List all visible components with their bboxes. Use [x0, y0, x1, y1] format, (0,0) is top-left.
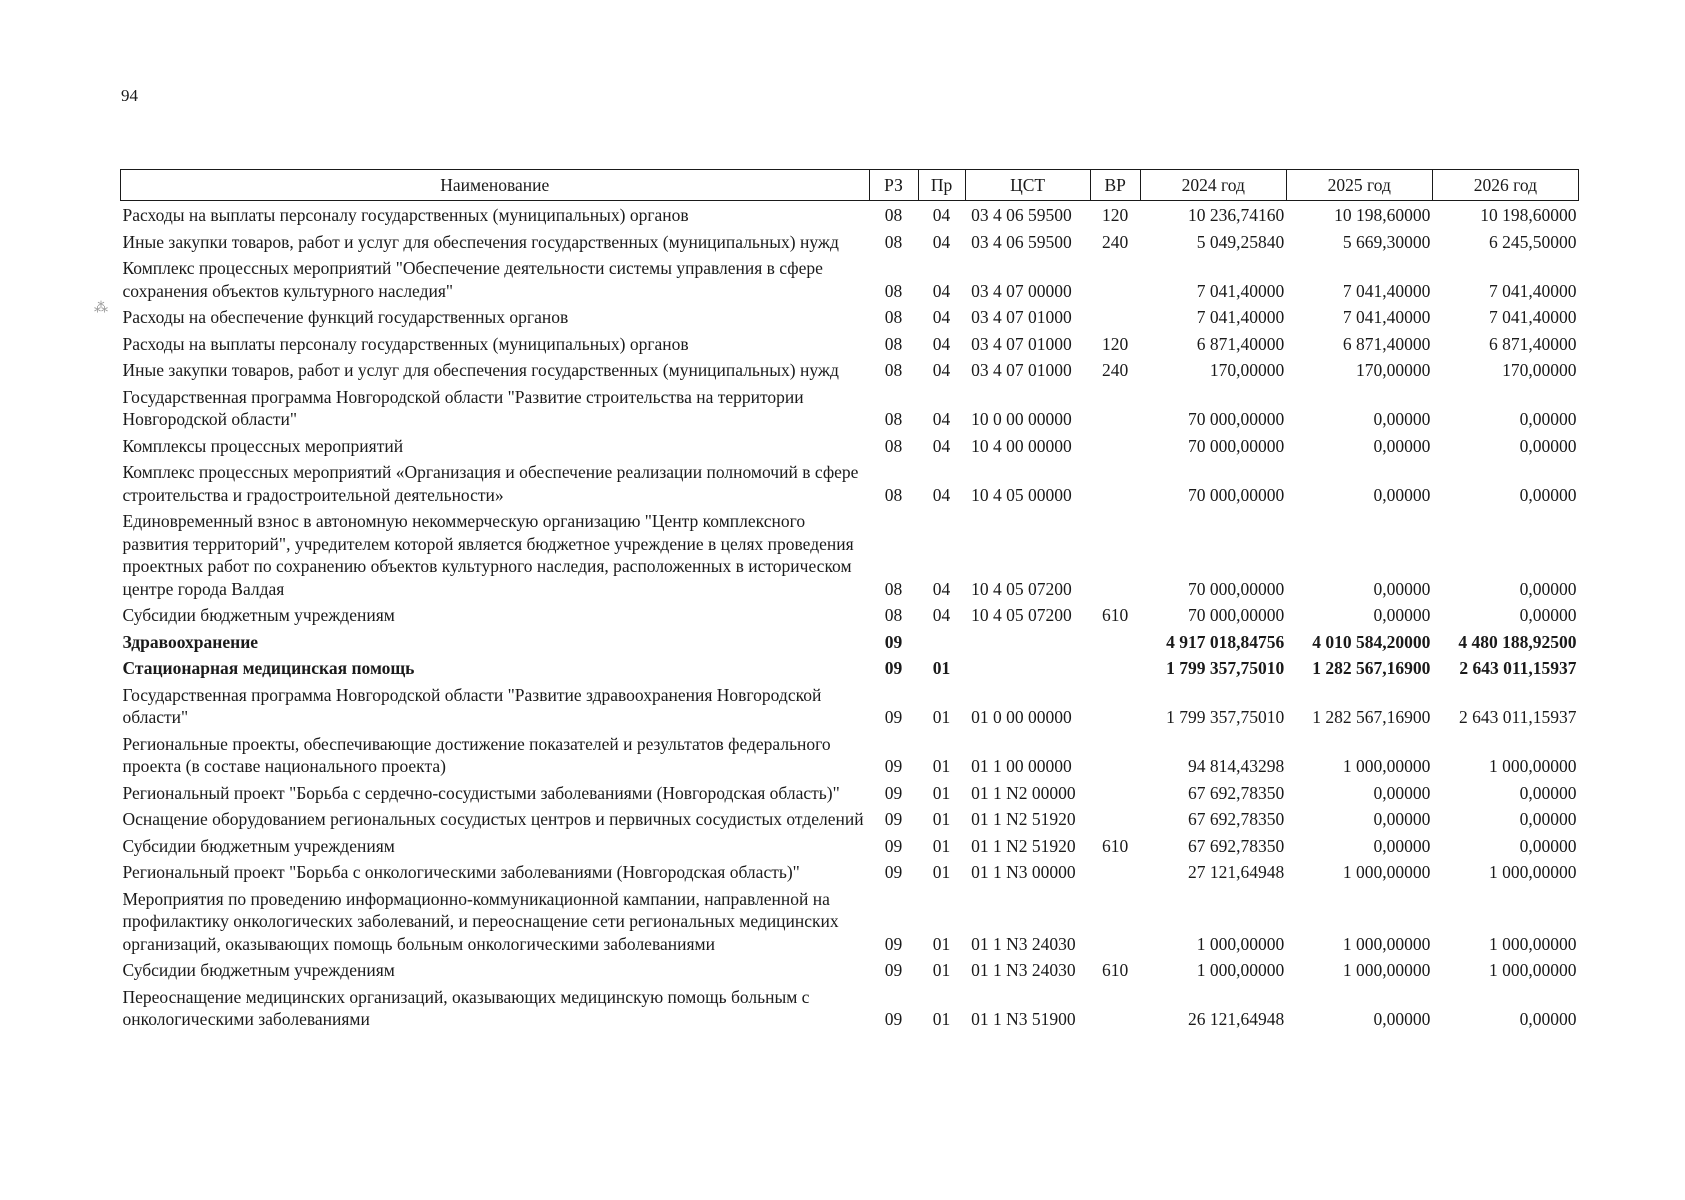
- cell-rz: 09: [884, 1009, 903, 1029]
- cell-2024: 70 000,00000: [1188, 409, 1285, 429]
- cell-rz: 09: [884, 631, 903, 652]
- cell-2024: 70 000,00000: [1188, 605, 1285, 625]
- cell-2024: 70 000,00000: [1188, 435, 1285, 456]
- table-row: [121, 601, 1579, 628]
- cell-2025: 0,00000: [1373, 809, 1431, 829]
- cell-name: Иные закупки товаров, работ и услуг для обеспечения государственных (муниципальных) нужд: [122, 231, 839, 252]
- cell-2024: 5 049,25840: [1196, 231, 1285, 252]
- cell-2026: 10 198,60000: [1480, 205, 1577, 225]
- cell-2026: 1 000,00000: [1489, 960, 1577, 980]
- cell-2025: 0,00000: [1373, 1009, 1431, 1029]
- cell-rz: 08: [884, 605, 903, 625]
- cell-pr: 04: [932, 231, 951, 252]
- cell-2024: 1 799 357,75010: [1166, 658, 1285, 678]
- cell-name: Субсидии бюджетным учреждениям: [122, 605, 395, 625]
- cell-2026: 7 041,40000: [1489, 280, 1577, 301]
- cell-2024: 94 814,43298: [1188, 756, 1285, 776]
- cell-2024: 67 692,78350: [1188, 809, 1285, 829]
- cell-cst: 01 1 N3 24030: [971, 933, 1076, 954]
- cell-name: Государственная программа Новгородской области "Развитие здравоохранения Новгородской области": [122, 684, 822, 727]
- cell-pr: 01: [932, 835, 951, 856]
- cell-2026: 0,00000: [1519, 782, 1577, 803]
- cell-2024: 67 692,78350: [1188, 835, 1285, 856]
- cell-rz: 09: [884, 809, 903, 829]
- cell-rz: 08: [884, 333, 903, 354]
- cell-2024: 1 000,00000: [1196, 933, 1285, 954]
- table-row: [121, 507, 1579, 601]
- cell-rz: 09: [884, 658, 903, 678]
- table-row: [121, 730, 1579, 779]
- cell-2025: 7 041,40000: [1342, 307, 1431, 327]
- cell-name: Комплекс процессных мероприятий "Обеспечение деятельности системы управления в сфере сохранения объектов культурного наследия": [122, 258, 823, 301]
- cell-cst: [965, 654, 1090, 681]
- cell-2026: 0,00000: [1519, 578, 1577, 599]
- cell-vr: [1090, 654, 1140, 681]
- cell-pr: 01: [932, 658, 951, 678]
- table-row: [121, 228, 1579, 255]
- header-2024: 2024 год: [1140, 170, 1286, 201]
- cell-2024: 70 000,00000: [1188, 484, 1285, 505]
- cell-2025: 1 282 567,16900: [1312, 707, 1431, 727]
- cell-pr: 01: [932, 933, 951, 954]
- table-row: [121, 956, 1579, 983]
- cell-pr: 04: [932, 435, 951, 456]
- header-vr: ВР: [1090, 170, 1140, 201]
- cell-pr: 04: [932, 578, 951, 599]
- cell-pr: 01: [932, 862, 951, 882]
- cell-pr: 04: [932, 409, 951, 429]
- cell-name: Здравоохранение: [122, 631, 259, 652]
- cell-name: Стационарная медицинская помощь: [122, 658, 415, 678]
- cell-2025: 7 041,40000: [1342, 280, 1431, 301]
- cell-2025: 170,00000: [1355, 360, 1431, 380]
- cell-2025: 0,00000: [1373, 409, 1431, 429]
- cell-2025: 1 000,00000: [1342, 862, 1431, 882]
- table-row: [121, 254, 1579, 303]
- cell-name: Комплексы процессных мероприятий: [122, 435, 404, 456]
- cell-cst: 03 4 06 59500: [971, 205, 1072, 225]
- cell-name: Субсидии бюджетным учреждениям: [122, 960, 395, 980]
- cell-2025: 0,00000: [1373, 578, 1431, 599]
- cell-vr: 240: [1102, 360, 1129, 380]
- cell-2026: 170,00000: [1502, 360, 1577, 380]
- cell-vr: [1090, 858, 1140, 885]
- budget-table: [120, 169, 1579, 1032]
- table-row: [121, 628, 1579, 655]
- cell-2024: 170,00000: [1209, 360, 1285, 380]
- page-number: 94: [121, 86, 138, 105]
- cell-2025: 1 000,00000: [1342, 933, 1431, 954]
- cell-pr: 01: [932, 756, 951, 776]
- table-row: [121, 805, 1579, 832]
- cell-2025: 1 282 567,16900: [1312, 658, 1431, 678]
- cell-rz: 08: [884, 307, 903, 327]
- cell-cst: 01 1 N3 24030: [971, 960, 1076, 980]
- header-name: Наименование: [121, 170, 870, 201]
- cell-2024: 7 041,40000: [1196, 307, 1285, 327]
- cell-pr: 04: [932, 205, 951, 225]
- cell-2024: 10 236,74160: [1188, 205, 1285, 225]
- table-row: [121, 681, 1579, 730]
- cell-vr: [1090, 628, 1140, 655]
- cell-pr: 04: [932, 280, 951, 301]
- cell-rz: 09: [884, 707, 903, 727]
- cell-2026: 4 480 188,92500: [1458, 631, 1577, 652]
- cell-vr: [1090, 507, 1140, 601]
- header-2026: 2026 год: [1432, 170, 1578, 201]
- cell-vr: [1090, 432, 1140, 459]
- cell-2024: 1 000,00000: [1196, 960, 1285, 980]
- cell-pr: 04: [932, 360, 951, 380]
- cell-name: Региональный проект "Борьба с сердечно-сосудистыми заболеваниями (Новгородская область)": [122, 782, 840, 803]
- cell-rz: 09: [884, 782, 903, 803]
- cell-2026: 2 643 011,15937: [1459, 707, 1577, 727]
- table-row: [121, 779, 1579, 806]
- cell-rz: 09: [884, 835, 903, 856]
- cell-2026: 0,00000: [1519, 409, 1577, 429]
- cell-vr: [1090, 730, 1140, 779]
- cell-vr: 610: [1102, 960, 1129, 980]
- scan-artifact: ⁂: [94, 301, 108, 316]
- table-row: [121, 356, 1579, 383]
- cell-name: Мероприятия по проведению информационно-коммуникационной кампании, направленной на профилактику онкологических заболеваний, и переоснащение сети региональных медицинских организаций, оказывающих помощь больным онкологическими заболеваниями: [122, 888, 839, 954]
- cell-rz: 09: [884, 933, 903, 954]
- cell-rz: 08: [884, 409, 903, 429]
- cell-pr: 01: [932, 1009, 951, 1029]
- cell-cst: 03 4 07 00000: [971, 280, 1072, 301]
- table-body: [121, 201, 1579, 1032]
- cell-2024: 27 121,64948: [1188, 862, 1285, 882]
- cell-cst: 03 4 07 01000: [971, 307, 1072, 327]
- cell-2026: 0,00000: [1519, 435, 1577, 456]
- cell-vr: [1090, 779, 1140, 806]
- cell-vr: [1090, 983, 1140, 1032]
- cell-vr: [1090, 254, 1140, 303]
- table-row: [121, 858, 1579, 885]
- cell-vr: 120: [1102, 205, 1129, 225]
- cell-cst: 10 4 05 00000: [971, 484, 1072, 505]
- cell-name: Региональный проект "Борьба с онкологическими заболеваниями (Новгородская область)": [122, 862, 800, 882]
- cell-cst: 10 4 05 07200: [971, 578, 1072, 599]
- cell-cst: [965, 628, 1090, 655]
- cell-vr: [1090, 885, 1140, 957]
- table-row: [121, 885, 1579, 957]
- cell-vr: 610: [1102, 605, 1129, 625]
- cell-2026: 0,00000: [1519, 835, 1577, 856]
- cell-2026: 1 000,00000: [1489, 862, 1577, 882]
- header-row: [121, 170, 1579, 201]
- cell-pr: 04: [932, 484, 951, 505]
- cell-2026: 2 643 011,15937: [1459, 658, 1577, 678]
- cell-cst: 10 4 00 00000: [971, 435, 1072, 456]
- cell-2024: 4 917 018,84756: [1166, 631, 1285, 652]
- cell-cst: 03 4 07 01000: [971, 360, 1072, 380]
- cell-2025: 1 000,00000: [1342, 960, 1431, 980]
- cell-2025: 0,00000: [1373, 835, 1431, 856]
- cell-2025: 0,00000: [1373, 605, 1431, 625]
- cell-pr: [918, 628, 965, 655]
- cell-pr: 01: [932, 960, 951, 980]
- cell-2024: 67 692,78350: [1188, 782, 1285, 803]
- cell-rz: 08: [884, 360, 903, 380]
- table-row: [121, 832, 1579, 859]
- cell-vr: [1090, 303, 1140, 330]
- header-pr: Пр: [918, 170, 965, 201]
- cell-2025: 0,00000: [1373, 484, 1431, 505]
- cell-2024: 1 799 357,75010: [1166, 707, 1285, 727]
- cell-2025: 6 871,40000: [1342, 333, 1431, 354]
- cell-2024: 70 000,00000: [1188, 578, 1285, 599]
- cell-vr: 120: [1102, 333, 1129, 354]
- cell-pr: 01: [932, 782, 951, 803]
- cell-2025: 0,00000: [1373, 435, 1431, 456]
- cell-pr: 01: [932, 707, 951, 727]
- cell-2025: 0,00000: [1373, 782, 1431, 803]
- table-row: [121, 303, 1579, 330]
- cell-name: Комплекс процессных мероприятий «Организация и обеспечение реализации полномочий в сфере строительства и градостроительной деятельности»: [122, 462, 859, 505]
- cell-2025: 1 000,00000: [1342, 756, 1431, 776]
- cell-2024: 26 121,64948: [1188, 1009, 1285, 1029]
- cell-2026: 6 245,50000: [1489, 231, 1577, 252]
- table-row: [121, 458, 1579, 507]
- cell-name: Переоснащение медицинских организаций, оказывающих медицинскую помощь больным с онкологическими заболеваниями: [122, 986, 810, 1029]
- cell-rz: 08: [884, 484, 903, 505]
- cell-name: Оснащение оборудованием региональных сосудистых центров и первичных сосудистых отделений: [122, 809, 864, 829]
- cell-cst: 10 4 05 07200: [971, 605, 1072, 625]
- table-row: [121, 201, 1579, 228]
- cell-2025: 5 669,30000: [1342, 231, 1431, 252]
- table-row: [121, 432, 1579, 459]
- cell-vr: 240: [1102, 231, 1129, 252]
- cell-rz: 08: [884, 578, 903, 599]
- cell-rz: 08: [884, 205, 903, 225]
- cell-rz: 09: [884, 960, 903, 980]
- cell-cst: 01 1 N2 51920: [971, 809, 1076, 829]
- cell-rz: 08: [884, 231, 903, 252]
- cell-name: Субсидии бюджетным учреждениям: [122, 835, 395, 856]
- cell-pr: 04: [932, 605, 951, 625]
- cell-pr: 01: [932, 809, 951, 829]
- cell-name: Единовременный взнос в автономную некоммерческую организацию "Центр комплексного развития территорий", учредителем которой является бюджетное учреждение в целях проведения проектных работ по сохранению объектов культурного наследия, расположенных в историческом центре города Валдая: [122, 511, 854, 599]
- header-2025: 2025 год: [1286, 170, 1432, 201]
- header-cst: ЦСТ: [965, 170, 1090, 201]
- cell-pr: 04: [932, 333, 951, 354]
- cell-cst: 10 0 00 00000: [971, 409, 1072, 429]
- cell-vr: [1090, 681, 1140, 730]
- cell-rz: 09: [884, 756, 903, 776]
- table-row: [121, 983, 1579, 1032]
- table-row: [121, 383, 1579, 432]
- cell-vr: 610: [1102, 835, 1129, 856]
- cell-name: Иные закупки товаров, работ и услуг для обеспечения государственных (муниципальных) нужд: [122, 360, 839, 380]
- header-rz: РЗ: [869, 170, 918, 201]
- cell-vr: [1090, 458, 1140, 507]
- cell-2026: 0,00000: [1519, 484, 1577, 505]
- cell-cst: 03 4 07 01000: [971, 333, 1072, 354]
- table-row: [121, 330, 1579, 357]
- cell-cst: 03 4 06 59500: [971, 231, 1072, 252]
- cell-cst: 01 1 N3 00000: [971, 862, 1076, 882]
- cell-cst: 01 1 N2 00000: [971, 782, 1076, 803]
- cell-cst: 01 1 N2 51920: [971, 835, 1076, 856]
- cell-2026: 0,00000: [1519, 809, 1577, 829]
- table-header: [121, 170, 1579, 201]
- cell-2026: 6 871,40000: [1489, 333, 1577, 354]
- cell-name: Расходы на выплаты персоналу государственных (муниципальных) органов: [122, 333, 689, 354]
- cell-2026: 1 000,00000: [1489, 933, 1577, 954]
- cell-cst: 01 1 00 00000: [971, 756, 1072, 776]
- cell-2025: 10 198,60000: [1334, 205, 1431, 225]
- cell-name: Государственная программа Новгородской области "Развитие строительства на территории Новгородской области": [122, 386, 804, 429]
- cell-rz: 09: [884, 862, 903, 882]
- cell-cst: 01 1 N3 51900: [971, 1009, 1076, 1029]
- cell-rz: 08: [884, 280, 903, 301]
- cell-2024: 7 041,40000: [1196, 280, 1285, 301]
- cell-cst: 01 0 00 00000: [971, 707, 1072, 727]
- cell-vr: [1090, 805, 1140, 832]
- cell-name: Региональные проекты, обеспечивающие достижение показателей и результатов федерального проекта (в составе национального проекта): [122, 733, 831, 776]
- table-row: [121, 654, 1579, 681]
- cell-rz: 08: [884, 435, 903, 456]
- cell-name: Расходы на обеспечение функций государственных органов: [122, 307, 569, 327]
- cell-2025: 4 010 584,20000: [1312, 631, 1431, 652]
- cell-name: Расходы на выплаты персоналу государственных (муниципальных) органов: [122, 205, 689, 225]
- cell-2026: 7 041,40000: [1489, 307, 1577, 327]
- cell-vr: [1090, 383, 1140, 432]
- budget-table-container: [120, 169, 1579, 1032]
- cell-pr: 04: [932, 307, 951, 327]
- cell-2026: 0,00000: [1519, 1009, 1577, 1029]
- cell-2026: 0,00000: [1519, 605, 1577, 625]
- cell-2024: 6 871,40000: [1196, 333, 1285, 354]
- cell-2026: 1 000,00000: [1489, 756, 1577, 776]
